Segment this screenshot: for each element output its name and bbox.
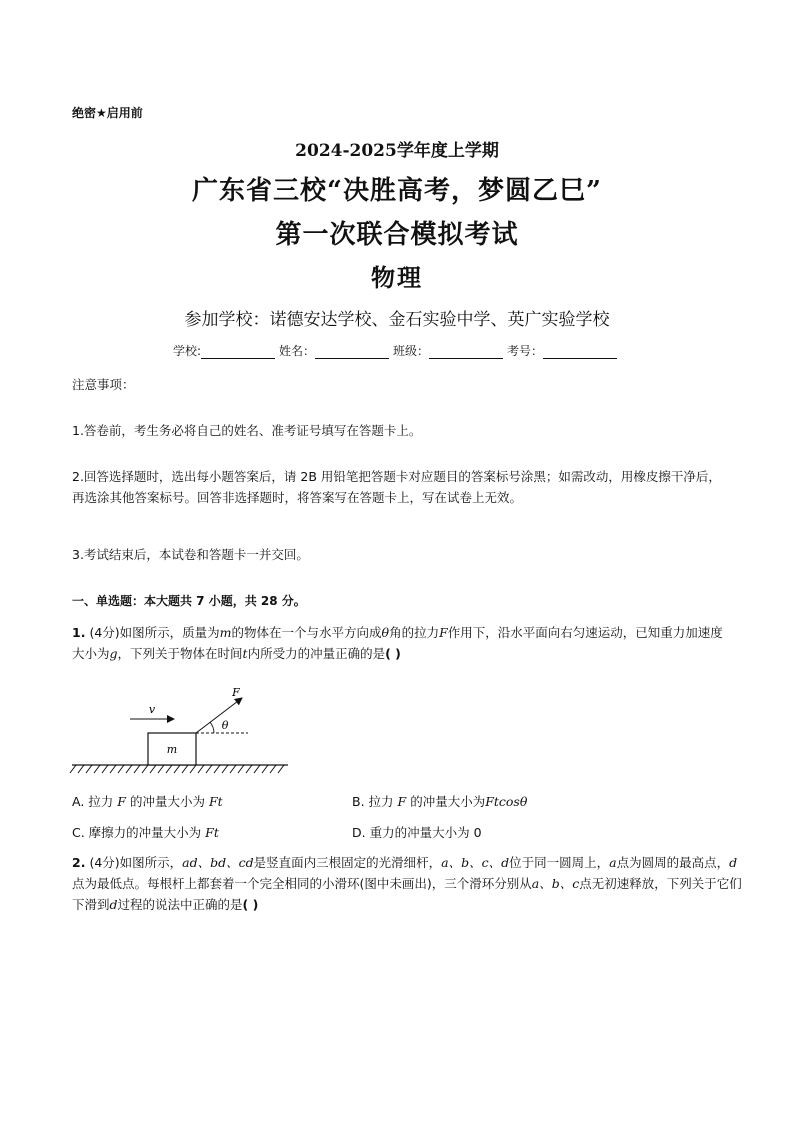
question-text: 位于同一圆周上，: [509, 855, 610, 870]
variable: F: [397, 794, 407, 809]
option-value: 0: [473, 825, 482, 840]
angle-arc: [210, 722, 214, 733]
school-field-label: 学校:: [172, 344, 201, 358]
exam-number-blank[interactable]: [543, 346, 617, 359]
question-text: 内所受力的冲量正确的是: [247, 646, 386, 661]
note-item: 1.答卷前，考生务必将自己的姓名、准考证号填写在答题卡上。: [72, 423, 422, 438]
question-number: 2.: [72, 855, 86, 870]
variable: a、b、c: [531, 876, 580, 891]
question-text: ，下列关于物体在时间: [117, 646, 243, 661]
option-c[interactable]: [72, 823, 219, 841]
student-info-row: [0, 342, 794, 359]
option-b[interactable]: [352, 792, 527, 810]
school-year: 2024-2025学年度上学期: [295, 141, 499, 161]
force-arrow: [196, 698, 242, 733]
option-text: 的冲量大小为: [129, 794, 205, 809]
question-text: (4分)如图所示，质量为: [89, 625, 220, 640]
variable: F: [439, 625, 448, 640]
variable: a、b、c、d: [441, 855, 510, 870]
option-value: Ft: [208, 794, 223, 809]
exam-title-line2: 第一次联合模拟考试: [275, 220, 519, 250]
angle-label: θ: [221, 719, 229, 732]
variable: F: [117, 794, 126, 809]
question-2: [72, 852, 744, 915]
name-field-label: 姓名：: [279, 344, 316, 358]
school-blank[interactable]: [201, 346, 275, 359]
variable: θ: [381, 625, 390, 640]
option-text: B. 拉力: [352, 794, 394, 809]
participating-schools: 参加学校：诺德安达学校、金石实验中学、英广实验学校: [184, 310, 610, 330]
question-text: 点为圆周的最高点，: [616, 855, 730, 870]
option-value: Ftcosθ: [485, 794, 528, 809]
variable: d: [109, 897, 118, 912]
question-text: 过程的说法中正确的是: [117, 897, 243, 912]
variable: ad、bd、cd: [182, 855, 254, 870]
note-item: 2.回答选择题时，选出每小题答案后，请 2B 用铅笔把答题卡对应题目的答案标号涂黑；如需改动，用橡皮擦干净后，再选涂其他答案标号。回答非选择题时，将答案写在答题卡上，写在试卷上无效。: [72, 469, 721, 505]
variable: a: [609, 855, 617, 870]
question-text: (4分)如图所示，: [89, 855, 183, 870]
name-blank[interactable]: [315, 346, 389, 359]
question-1: [72, 622, 728, 664]
class-field-label: 班级：: [393, 344, 430, 358]
option-value: Ft: [205, 825, 219, 840]
variable: d: [729, 855, 738, 870]
exam-title-line1: 广东省三校“决胜高考，梦圆乙巳”: [192, 176, 602, 206]
question-text: 是竖直面内三根固定的光滑细杆，: [253, 855, 442, 870]
option-text: A. 拉力: [72, 794, 114, 809]
answer-bracket: ( ): [242, 897, 259, 912]
class-blank[interactable]: [429, 346, 503, 359]
notes-heading: 注意事项：: [72, 377, 135, 392]
option-text: 的冲量大小为: [410, 794, 486, 809]
ground-hatching: [70, 765, 284, 773]
question-number: 1.: [72, 625, 86, 640]
question-text: 点为最低点。每根杆上都套着一个完全相同的小滑环(图中未画出)，三个滑环分别从: [72, 876, 532, 891]
option-a[interactable]: [72, 792, 223, 810]
question-text: 作用下，沿水平面向右匀速运动，已知重力加速度大小为: [72, 625, 723, 661]
variable: t: [242, 646, 248, 661]
subject-title: 物理: [371, 263, 423, 292]
confidential-label: 绝密★启用前: [72, 106, 143, 120]
variable: m: [219, 625, 232, 640]
force-diagram: [68, 682, 298, 777]
force-label: F: [232, 686, 240, 699]
question-text: 的物体在一个与水平方向成: [231, 625, 382, 640]
block-label: m: [166, 743, 178, 756]
option-text: C. 摩擦力的冲量大小为: [72, 825, 202, 840]
velocity-label: v: [148, 703, 156, 716]
answer-bracket: ( ): [385, 646, 401, 661]
exam-number-field-label: 考号：: [507, 344, 544, 358]
option-d[interactable]: [352, 823, 482, 841]
question-text: 角的拉力: [389, 625, 440, 640]
option-text: D. 重力的冲量大小为: [352, 825, 470, 840]
note-item: 3.考试结束后，本试卷和答题卡一并交回。: [72, 547, 309, 562]
question-text: 点无初速释放，下列关于它们下滑到: [72, 876, 742, 912]
variable: g: [109, 646, 118, 661]
section-heading: 一、单选题：本大题共 7 小题，共 28 分。: [72, 594, 306, 608]
